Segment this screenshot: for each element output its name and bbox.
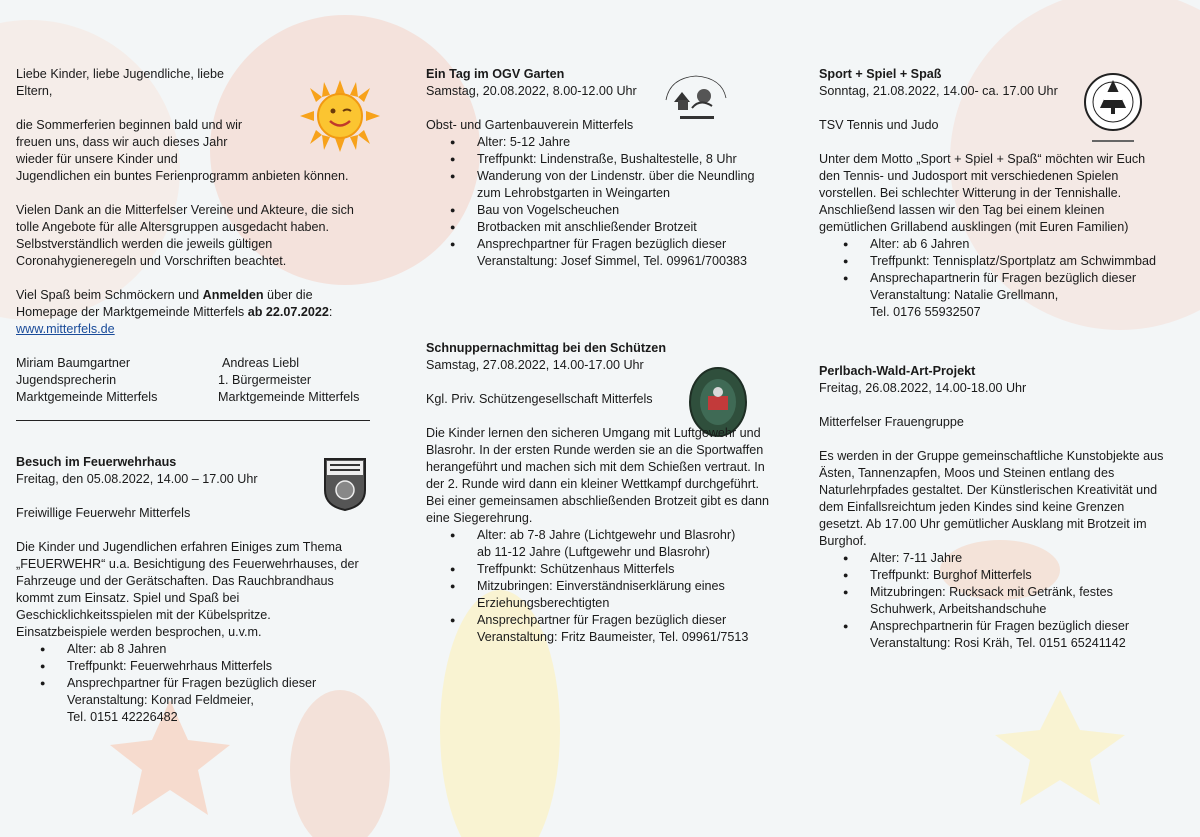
intro-text: wieder für unsere Kinder und: [16, 152, 178, 166]
list-item-text: Veranstaltung: Josef Simmel, Tel. 09961/700383: [477, 254, 748, 268]
event-org: Kgl. Priv. Schützengesellschaft Mitterfels: [426, 392, 653, 406]
event-desc: Burghof.: [819, 534, 867, 548]
list-item-text: Tel. 0151 42226482: [67, 710, 178, 724]
signer-name: Andreas Liebl: [222, 356, 300, 370]
intro-text: Jugendlichen ein buntes Ferienprogramm anbieten können.: [16, 169, 349, 183]
signer-role: 1. Bürgermeister: [218, 373, 312, 387]
event-title: Schnuppernachmittag bei den Schützen: [426, 341, 667, 355]
event-details: [426, 134, 776, 270]
event-org: TSV Tennis und Judo: [819, 118, 939, 132]
event-desc: Die Kinder und Jugendlichen erfahren Einiges zum Thema: [16, 540, 342, 554]
event-desc: „FEUERWEHR“ u.a. Besichtigung des Feuerwehrhauses, der: [16, 557, 359, 571]
list-item-text: Mitzubringen: Rucksack mit Getränk, festes: [870, 585, 1113, 599]
thanks-text: Selbstverständlich werden die jeweils gültigen: [16, 237, 273, 251]
event-desc: eine Siegerehrung.: [426, 511, 533, 525]
event-desc: Ästen, Tannenzapfen, Moos und Steinen entlang des: [819, 466, 1115, 480]
signer-org: Marktgemeinde Mitterfels: [218, 390, 360, 404]
list-item-text: Veranstaltung: Natalie Grellmann,: [870, 288, 1059, 302]
event-desc: Blasrohr. In der ersten Runde werden sie an die Sportwaffen: [426, 443, 764, 457]
list-item-text: Mitzubringen: Einverständniserklärung eines: [477, 579, 725, 593]
registration-text-part: Viel Spaß beim Schmöckern und: [16, 288, 203, 302]
event-date: Samstag, 20.08.2022, 8.00-12.00 Uhr: [426, 84, 637, 98]
list-item: [477, 236, 776, 270]
list-item-text: Ansprechpartnerin für Fragen bezüglich dieser: [870, 619, 1130, 633]
list-item: [477, 202, 776, 219]
event-date: Freitag, den 05.08.2022, 14.00 – 17.00 Uhr: [16, 472, 258, 486]
registration-bold: Anmelden: [202, 288, 264, 302]
event-title: Ein Tag im OGV Garten: [426, 67, 565, 81]
signatures: [16, 355, 376, 406]
list-item-text: Treffpunkt: Burghof Mitterfels: [870, 568, 1032, 582]
event-date: Freitag, 26.08.2022, 14.00-18.00 Uhr: [819, 381, 1027, 395]
list-item-text: Treffpunkt: Feuerwehrhaus Mitterfels: [67, 659, 273, 673]
list-item-text: Ansprechpartner für Fragen bezüglich dieser: [67, 676, 317, 690]
list-item-text: Ansprechpartner für Fragen bezüglich dieser: [477, 237, 727, 251]
event-desc: Bei einer gemeinsamen abschließenden Brotzeit gibt es dann: [426, 494, 770, 508]
list-item-text: Alter: 5-12 Jahre: [477, 135, 571, 149]
event-desc: Unter dem Motto „Sport + Spiel + Spaß“ möchten wir Euch: [819, 152, 1146, 166]
list-item: [870, 567, 1184, 584]
list-item: [477, 219, 776, 236]
list-item: [870, 618, 1184, 652]
greeting-line: Eltern,: [16, 84, 53, 98]
event-details: [819, 236, 1184, 321]
list-item-text: Alter: ab 6 Jahren: [870, 237, 970, 251]
list-item-text: Brotbacken mit anschließender Brotzeit: [477, 220, 697, 234]
list-item-text: Wanderung von der Lindenstr. über die Neundling: [477, 169, 755, 183]
list-item-text: Ansprechapartnerin für Fragen bezüglich dieser: [870, 271, 1137, 285]
list-item-text: Bau von Vogelscheuchen: [477, 203, 620, 217]
list-item: [477, 134, 776, 151]
list-item-text: Schuhwerk, Arbeitshandschuhe: [870, 602, 1047, 616]
event-details: [426, 527, 776, 646]
event-date: Sonntag, 21.08.2022, 14.00- ca. 17.00 Uhr: [819, 84, 1058, 98]
list-item-text: ab 11-12 Jahre (Luftgewehr und Blasrohr): [477, 545, 710, 559]
event-details: [16, 641, 376, 726]
list-item: [870, 584, 1184, 618]
thanks-text: tolle Angebote für alle Altersgruppen ausgedacht haben.: [16, 220, 329, 234]
list-item-text: Alter: ab 8 Jahren: [67, 642, 167, 656]
list-item: [870, 270, 1184, 321]
column-middle: [426, 66, 776, 646]
event-desc: Die Kinder lernen den sicheren Umgang mit Luftgewehr und: [426, 426, 761, 440]
list-item-text: Treffpunkt: Lindenstraße, Bushaltestelle, 8 Uhr: [477, 152, 737, 166]
intro-text: freuen uns, dass wir auch dieses Jahr: [16, 135, 228, 149]
list-item-text: Veranstaltung: Fritz Baumeister, Tel. 09961/7513: [477, 630, 749, 644]
event-desc: dem Einfallsreichtum jeden Kindes sind keine Grenzen: [819, 500, 1125, 514]
list-item-text: Ansprechpartner für Fragen bezüglich dieser: [477, 613, 727, 627]
list-item-text: Erziehungsberechtigten: [477, 596, 610, 610]
thanks-text: Coronahygieneregeln und Vorschriften beachtet.: [16, 254, 287, 268]
event-desc: Es werden in der Gruppe gemeinschaftliche Kunstobjekte aus: [819, 449, 1164, 463]
list-item-text: Alter: ab 7-8 Jahre (Lichtgewehr und Blasrohr): [477, 528, 736, 542]
list-item: [477, 612, 776, 646]
event-date: Samstag, 27.08.2022, 14.00-17.00 Uhr: [426, 358, 644, 372]
registration-text-part: :: [328, 305, 333, 319]
list-item: [870, 236, 1184, 253]
event-desc: gesetzt. Ab 17.00 Uhr gemütlicher Ausklang mit Brotzeit im: [819, 517, 1147, 531]
list-item: [67, 658, 376, 675]
registration-text-part: Homepage der Marktgemeinde Mitterfels: [16, 305, 248, 319]
list-item: [870, 550, 1184, 567]
list-item: [67, 675, 376, 726]
event-desc: kommt zum Einsatz. Spiel und Spaß bei: [16, 591, 240, 605]
event-desc: gemütlichen Grillabend ausklingen (mit Euren Familien): [819, 220, 1129, 234]
list-item: [477, 561, 776, 578]
registration-text: [16, 304, 376, 321]
signer-org: Marktgemeinde Mitterfels: [16, 390, 158, 404]
list-item: [477, 151, 776, 168]
event-title: Besuch im Feuerwehrhaus: [16, 455, 177, 469]
event-desc: den Tennis- und Judosport mit verschiedenen Spielen: [819, 169, 1119, 183]
registration-date: ab 22.07.2022: [247, 305, 329, 319]
event-desc: der 2. Runde wird dann ein kleiner Wettkampf durchgeführt.: [426, 477, 759, 491]
column-intro: [16, 66, 376, 726]
list-item: [477, 168, 776, 202]
event-desc: herangeführt und machen sich mit dem Schießen vertraut. In: [426, 460, 765, 474]
list-item-text: Veranstaltung: Konrad Feldmeier,: [67, 693, 254, 707]
greeting-line: Liebe Kinder, liebe Jugendliche, liebe: [16, 67, 224, 81]
event-title: Sport + Spiel + Spaß: [819, 67, 942, 81]
list-item-text: Alter: 7-11 Jahre: [870, 551, 963, 565]
signer-role: Jugendsprecherin: [16, 373, 117, 387]
signer-name: Miriam Baumgartner: [16, 356, 131, 370]
intro-text: die Sommerferien beginnen bald und wir: [16, 118, 243, 132]
homepage-link[interactable]: www.mitterfels.de: [16, 322, 115, 336]
event-org: Obst- und Gartenbauverein Mitterfels: [426, 118, 634, 132]
list-item-text: zum Lehrobstgarten in Weingarten: [477, 186, 670, 200]
list-item-text: Treffpunkt: Schützenhaus Mitterfels: [477, 562, 675, 576]
event-desc: Geschicklichkeitsspielen mit der Kübelspritze.: [16, 608, 271, 622]
event-desc: Naturlehrpfades gestaltet. Der Künstlerischen Kreativität und: [819, 483, 1158, 497]
event-org: Freiwillige Feuerwehr Mitterfels: [16, 506, 191, 520]
event-desc: Anschließend lassen wir den Tag bei einem kleinen: [819, 203, 1105, 217]
event-desc: Fahrzeuge und der Gerätschaften. Das Rauchbrandhaus: [16, 574, 334, 588]
list-item: [870, 253, 1184, 270]
list-item: [477, 527, 776, 561]
list-item: [67, 641, 376, 658]
event-org: Mitterfelser Frauengruppe: [819, 415, 964, 429]
list-item-text: Treffpunkt: Tennisplatz/Sportplatz am Schwimmbad: [870, 254, 1157, 268]
list-item: [477, 578, 776, 612]
registration-text-part: über die: [263, 288, 313, 302]
thanks-text: Vielen Dank an die Mitterfelser Vereine und Akteure, die sich: [16, 203, 354, 217]
column-right: [819, 66, 1184, 652]
list-item-text: Tel. 0176 55932507: [870, 305, 981, 319]
registration-text: [16, 287, 376, 304]
event-desc: vorstellen. Bei schlechter Witterung in der Tennishalle.: [819, 186, 1122, 200]
list-item-text: Veranstaltung: Rosi Kräh, Tel. 0151 65241142: [870, 636, 1126, 650]
event-details: [819, 550, 1184, 652]
event-title: Perlbach-Wald-Art-Projekt: [819, 364, 976, 378]
event-desc: Einsatzbeispiele werden besprochen, u.v.m.: [16, 625, 262, 639]
